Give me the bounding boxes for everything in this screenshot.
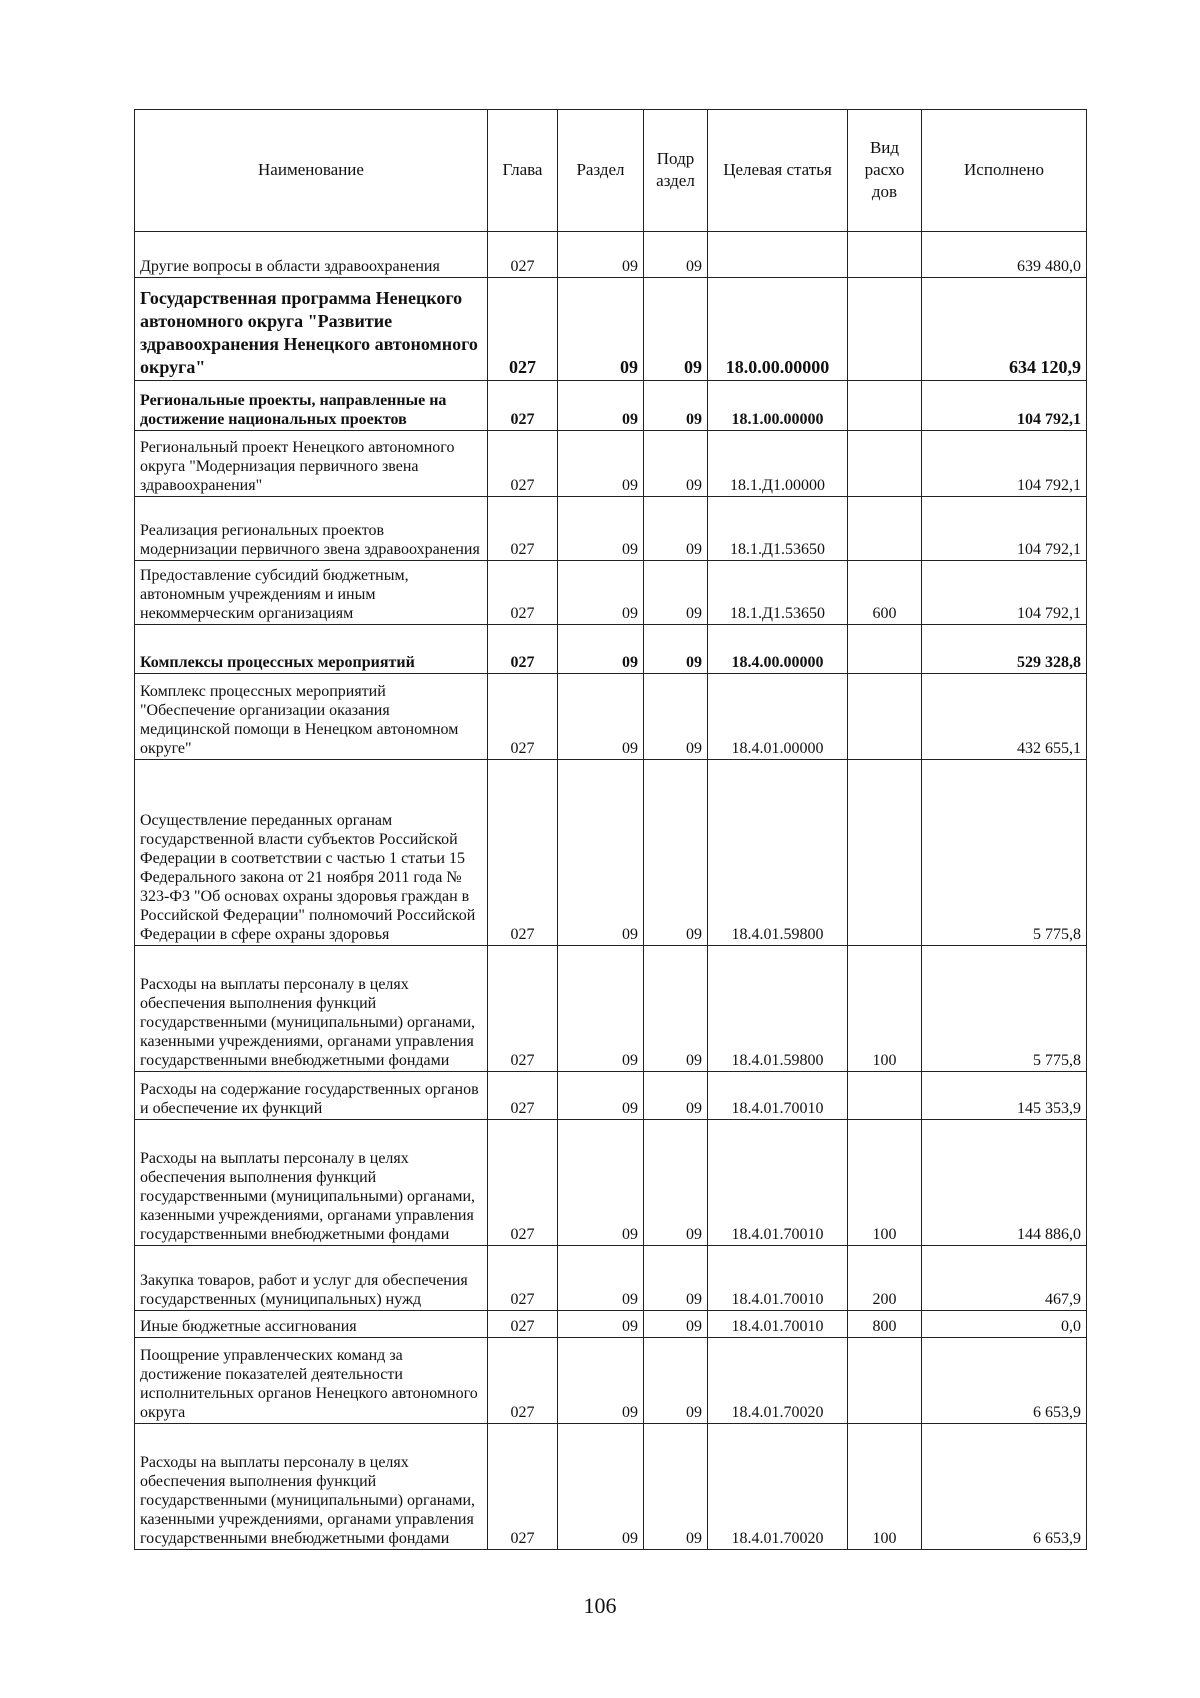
row-kind: [848, 1072, 922, 1120]
row-chapter: 027: [488, 674, 558, 760]
row-name: Региональный проект Ненецкого автономного округа "Модернизация первичного звена здравоохранения": [135, 431, 488, 497]
row-name: Региональные проекты, направленные на достижение национальных проектов: [135, 381, 488, 431]
row-target: 18.0.00.00000: [708, 278, 848, 381]
row-chapter: 027: [488, 381, 558, 431]
row-chapter: 027: [488, 278, 558, 381]
table-row: [135, 1246, 1087, 1311]
row-chapter: 027: [488, 1424, 558, 1550]
row-name: Расходы на выплаты персоналу в целях обеспечения выполнения функций государственными (муниципальными) органами, казенными учреждениями, органами управления государственными внебюджетными фондами: [135, 946, 488, 1072]
header-kind: Вид расхо дов: [848, 110, 922, 232]
row-target: 18.1.Д1.53650: [708, 497, 848, 561]
row-executed: 0,0: [922, 1311, 1087, 1338]
row-section: 09: [558, 1311, 644, 1338]
row-target: [708, 232, 848, 278]
header-chapter: Глава: [488, 110, 558, 232]
row-name: Закупка товаров, работ и услуг для обеспечения государственных (муниципальных) нужд: [135, 1246, 488, 1311]
row-name: Комплекс процессных мероприятий "Обеспечение организации оказания медицинской помощи в Ненецком автономном округе": [135, 674, 488, 760]
row-name: Иные бюджетные ассигнования: [135, 1311, 488, 1338]
row-chapter: 027: [488, 946, 558, 1072]
row-kind: [848, 625, 922, 674]
row-kind: [848, 381, 922, 431]
row-subsection: 09: [644, 1072, 708, 1120]
table-row: [135, 1338, 1087, 1424]
row-chapter: 027: [488, 431, 558, 497]
table-body: [135, 232, 1087, 1550]
header-executed: Исполнено: [922, 110, 1087, 232]
row-chapter: 027: [488, 1072, 558, 1120]
row-target: 18.1.00.00000: [708, 381, 848, 431]
row-kind: 100: [848, 1120, 922, 1246]
row-chapter: 027: [488, 760, 558, 946]
row-target: 18.4.01.70010: [708, 1120, 848, 1246]
row-kind: [848, 674, 922, 760]
table-row: [135, 625, 1087, 674]
row-chapter: 027: [488, 1311, 558, 1338]
table-row: [135, 561, 1087, 625]
row-kind: [848, 431, 922, 497]
row-subsection: 09: [644, 431, 708, 497]
row-chapter: 027: [488, 625, 558, 674]
row-subsection: 09: [644, 278, 708, 381]
table-row: [135, 232, 1087, 278]
row-kind: [848, 1338, 922, 1424]
row-section: 09: [558, 1072, 644, 1120]
row-section: 09: [558, 946, 644, 1072]
row-name: Государственная программа Ненецкого автономного округа "Развитие здравоохранения Ненецкого автономного округа": [135, 278, 488, 381]
row-target: 18.4.01.59800: [708, 946, 848, 1072]
row-target: 18.4.01.70020: [708, 1338, 848, 1424]
row-target: 18.1.Д1.00000: [708, 431, 848, 497]
table-row: [135, 760, 1087, 946]
row-target: 18.4.01.70010: [708, 1246, 848, 1311]
row-executed: 639 480,0: [922, 232, 1087, 278]
row-section: 09: [558, 1120, 644, 1246]
row-section: 09: [558, 561, 644, 625]
row-chapter: 027: [488, 232, 558, 278]
row-executed: 104 792,1: [922, 561, 1087, 625]
row-kind: 100: [848, 946, 922, 1072]
row-subsection: 09: [644, 1120, 708, 1246]
row-subsection: 09: [644, 760, 708, 946]
row-kind: 800: [848, 1311, 922, 1338]
row-section: 09: [558, 381, 644, 431]
row-chapter: 027: [488, 561, 558, 625]
row-executed: 144 886,0: [922, 1120, 1087, 1246]
row-executed: 104 792,1: [922, 497, 1087, 561]
row-kind: [848, 760, 922, 946]
row-name: Осуществление переданных органам государственной власти субъектов Российской Федерации в соответствии с частью 1 статьи 15 Федерального закона от 21 ноября 2011 года № 323-ФЗ "Об основах охраны здоровья граждан в Российской Федерации" полномочий Российской Федерации в сфере охраны здоровья: [135, 760, 488, 946]
row-kind: [848, 278, 922, 381]
row-section: 09: [558, 431, 644, 497]
row-executed: 5 775,8: [922, 760, 1087, 946]
row-chapter: 027: [488, 1120, 558, 1246]
row-section: 09: [558, 1338, 644, 1424]
header-section: Раздел: [558, 110, 644, 232]
row-section: 09: [558, 232, 644, 278]
row-kind: 100: [848, 1424, 922, 1550]
row-name: Другие вопросы в области здравоохранения: [135, 232, 488, 278]
row-subsection: 09: [644, 232, 708, 278]
row-section: 09: [558, 625, 644, 674]
row-target: 18.4.00.00000: [708, 625, 848, 674]
row-section: 09: [558, 674, 644, 760]
row-target: 18.4.01.70010: [708, 1072, 848, 1120]
row-target: 18.4.01.00000: [708, 674, 848, 760]
table-row: [135, 674, 1087, 760]
table-row: [135, 946, 1087, 1072]
table-row: [135, 278, 1087, 381]
row-target: 18.4.01.70010: [708, 1311, 848, 1338]
row-name: Предоставление субсидий бюджетным, автономным учреждениям и иным некоммерческим организациям: [135, 561, 488, 625]
row-chapter: 027: [488, 497, 558, 561]
row-name: Расходы на выплаты персоналу в целях обеспечения выполнения функций государственными (муниципальными) органами, казенными учреждениями, органами управления государственными внебюджетными фондами: [135, 1120, 488, 1246]
row-chapter: 027: [488, 1338, 558, 1424]
row-name: Поощрение управленческих команд за достижение показателей деятельности исполнительных органов Ненецкого автономного округа: [135, 1338, 488, 1424]
row-subsection: 09: [644, 1424, 708, 1550]
table-row: [135, 1072, 1087, 1120]
header-name: Наименование: [135, 110, 488, 232]
row-name: Расходы на выплаты персоналу в целях обеспечения выполнения функций государственными (муниципальными) органами, казенными учреждениями, органами управления государственными внебюджетными фондами: [135, 1424, 488, 1550]
row-section: 09: [558, 760, 644, 946]
row-executed: 104 792,1: [922, 431, 1087, 497]
row-executed: 104 792,1: [922, 381, 1087, 431]
row-target: 18.4.01.70020: [708, 1424, 848, 1550]
page-number: 106: [583, 1593, 617, 1618]
table-row: [135, 1311, 1087, 1338]
row-executed: 5 775,8: [922, 946, 1087, 1072]
row-executed: 467,9: [922, 1246, 1087, 1311]
row-name: Реализация региональных проектов модернизации первичного звена здравоохранения: [135, 497, 488, 561]
row-subsection: 09: [644, 1338, 708, 1424]
row-subsection: 09: [644, 625, 708, 674]
row-kind: 200: [848, 1246, 922, 1311]
row-executed: 634 120,9: [922, 278, 1087, 381]
row-name: Комплексы процессных мероприятий: [135, 625, 488, 674]
row-chapter: 027: [488, 1246, 558, 1311]
table-row: [135, 1120, 1087, 1246]
row-subsection: 09: [644, 497, 708, 561]
row-name: Расходы на содержание государственных органов и обеспечение их функций: [135, 1072, 488, 1120]
row-executed: 145 353,9: [922, 1072, 1087, 1120]
row-executed: 432 655,1: [922, 674, 1087, 760]
table-row: [135, 381, 1087, 431]
table-header-row: [135, 110, 1087, 232]
row-target: 18.1.Д1.53650: [708, 561, 848, 625]
budget-table: [134, 109, 1087, 1550]
row-executed: 529 328,8: [922, 625, 1087, 674]
row-section: 09: [558, 1424, 644, 1550]
row-section: 09: [558, 497, 644, 561]
row-subsection: 09: [644, 381, 708, 431]
row-subsection: 09: [644, 1311, 708, 1338]
row-subsection: 09: [644, 674, 708, 760]
table-row: [135, 431, 1087, 497]
row-executed: 6 653,9: [922, 1338, 1087, 1424]
row-subsection: 09: [644, 1246, 708, 1311]
row-kind: 600: [848, 561, 922, 625]
header-subsection: Подр аздел: [644, 110, 708, 232]
row-subsection: 09: [644, 946, 708, 1072]
row-subsection: 09: [644, 561, 708, 625]
header-target: Целевая статья: [708, 110, 848, 232]
table-row: [135, 1424, 1087, 1550]
row-section: 09: [558, 1246, 644, 1311]
row-target: 18.4.01.59800: [708, 760, 848, 946]
row-executed: 6 653,9: [922, 1424, 1087, 1550]
row-kind: [848, 232, 922, 278]
row-section: 09: [558, 278, 644, 381]
row-kind: [848, 497, 922, 561]
table-row: [135, 497, 1087, 561]
